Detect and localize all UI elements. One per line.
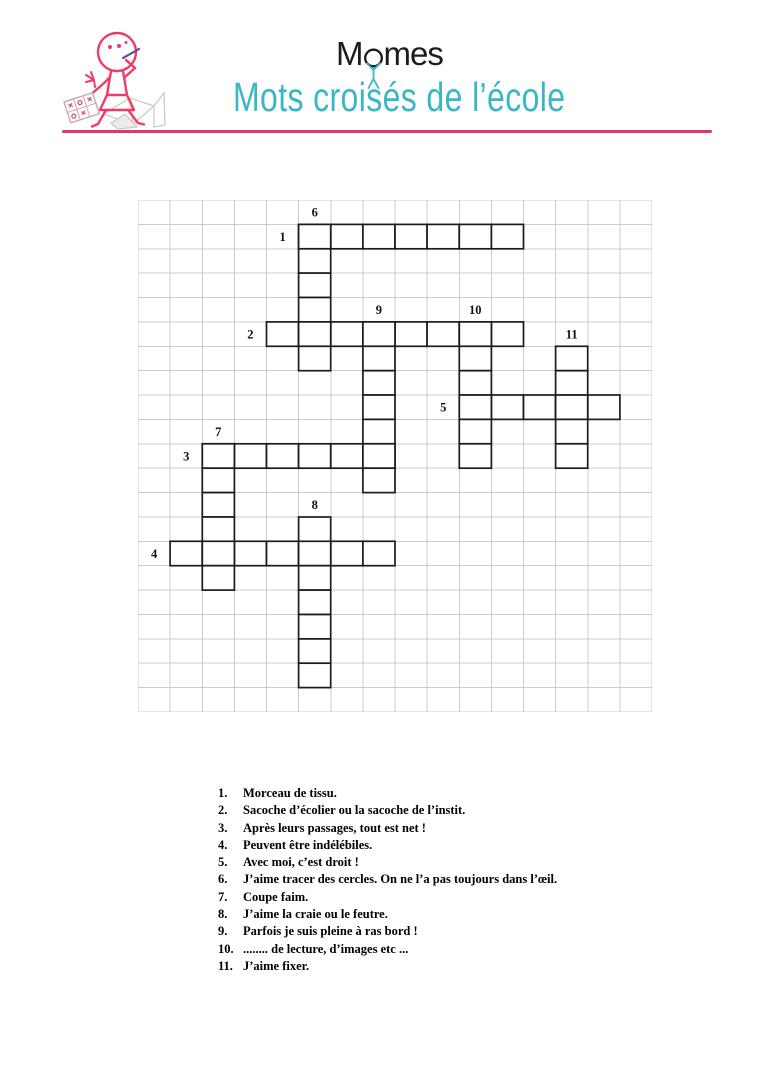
crossword-cell: [556, 419, 588, 443]
clue-number: 5.: [218, 855, 228, 870]
crossword-cell: [202, 566, 234, 590]
word-number-label: 5: [440, 400, 447, 415]
crossword-cell: [363, 224, 395, 248]
crossword-cell: [299, 322, 331, 346]
crossword-cell: [459, 371, 491, 395]
crossword-cell: [331, 541, 363, 565]
crossword-cell: [299, 346, 331, 370]
girl-skirt: [100, 95, 134, 110]
crossword-cell: [427, 224, 459, 248]
clue-item: [218, 854, 557, 871]
crossword-cell: [234, 444, 266, 468]
clue-item: [218, 941, 557, 958]
logo-text-m: M: [336, 35, 363, 72]
word-number-label: 1: [279, 229, 286, 244]
crossword-cell: [299, 298, 331, 322]
word-number-label: 3: [183, 449, 190, 464]
crossword-cell: [556, 346, 588, 370]
clue-item: [218, 889, 557, 906]
crossword-cell: [524, 395, 556, 419]
crossword-cell: [459, 346, 491, 370]
crossword-cell: [556, 395, 588, 419]
crossword-cell: [202, 493, 234, 517]
crossword-cell: [299, 541, 331, 565]
word-number-label: 2: [247, 327, 254, 342]
clue-item: [218, 958, 557, 975]
clue-number: 4.: [218, 837, 228, 852]
crossword-cell: [299, 249, 331, 273]
crossword-cell: [363, 444, 395, 468]
crossword-cell: [331, 322, 363, 346]
clue-text: Avec moi, c’est droit !: [243, 855, 359, 870]
clue-text: Coupe faim.: [243, 889, 309, 904]
clue-item: [218, 802, 557, 819]
crossword-cell: [299, 517, 331, 541]
clue-text: Peuvent être indélébiles.: [243, 837, 373, 852]
clue-number: 11.: [218, 958, 233, 973]
clue-list: [218, 785, 557, 975]
crossword-cell: [491, 322, 523, 346]
crossword-cell: [363, 322, 395, 346]
word-number-label: 7: [215, 424, 222, 439]
clue-item: [218, 785, 557, 802]
crossword-cell: [588, 395, 620, 419]
momes-logo: [336, 34, 443, 74]
crossword-cell: [556, 444, 588, 468]
crossword-cell: [234, 541, 266, 565]
clue-number: 8.: [218, 907, 228, 922]
crossword-cell: [299, 590, 331, 614]
page-title: Mots croisés de l’école: [233, 74, 566, 120]
crossword-cell: [299, 273, 331, 297]
clue-text: J’aime la craie ou le feutre.: [243, 907, 388, 922]
crossword-cell: [299, 615, 331, 639]
clue-item: [218, 820, 557, 837]
schoolgirl-illustration: [56, 30, 166, 130]
clue-number: 9.: [218, 924, 228, 939]
clue-text: Après leurs passages, tout est net !: [243, 820, 426, 835]
clue-item: [218, 906, 557, 923]
crossword-cell: [556, 371, 588, 395]
crossword-cell: [395, 322, 427, 346]
clue-text: ........ de lecture, d’images etc ...: [243, 941, 409, 956]
crossword-cell: [202, 517, 234, 541]
crossword-cell: [363, 541, 395, 565]
crossword-cell: [363, 468, 395, 492]
clue-item: [218, 871, 557, 888]
answer-card: [64, 93, 99, 123]
crossword-cell: [363, 395, 395, 419]
crossword-cell: [459, 224, 491, 248]
clue-text: J’aime fixer.: [243, 958, 310, 973]
crossword-cell: [299, 639, 331, 663]
word-number-label: 9: [375, 303, 383, 317]
clue-number: 1.: [218, 786, 228, 800]
logo-text-mes: mes: [383, 35, 443, 72]
crossword-cell: [459, 419, 491, 443]
crossword-cell: [459, 322, 491, 346]
crossword-cell: [363, 371, 395, 395]
crossword-cell: [299, 444, 331, 468]
clue-number: 2.: [218, 803, 228, 818]
crossword-cell: [363, 419, 395, 443]
crossword-cell: [267, 322, 299, 346]
crossword-cell: [363, 346, 395, 370]
word-number-label: 4: [150, 546, 158, 561]
clue-text: Morceau de tissu.: [243, 786, 337, 800]
clue-text: Sacoche d’écolier ou la sacoche de l’instit.: [243, 803, 466, 818]
word-number-label: 8: [311, 498, 318, 513]
crossword-cell: [299, 566, 331, 590]
crossword-cell: [331, 444, 363, 468]
crossword-cell: [299, 224, 331, 248]
crossword-cell: [395, 224, 427, 248]
word-number-label: 10: [469, 303, 482, 317]
crossword-grid: [138, 200, 652, 712]
header-divider: [62, 130, 712, 133]
crossword-cell: [267, 541, 299, 565]
crossword-cell: [331, 224, 363, 248]
crossword-cell: [459, 395, 491, 419]
crossword-cell: [202, 468, 234, 492]
crossword-cell: [427, 322, 459, 346]
word-number-label: 11: [565, 327, 578, 342]
crossword-cell: [459, 444, 491, 468]
girl-body: [107, 71, 127, 95]
pigtail: [86, 72, 95, 87]
clue-item: [218, 923, 557, 940]
crossword-cell: [170, 541, 202, 565]
crossword-cell: [202, 541, 234, 565]
clue-item: [218, 837, 557, 854]
clue-number: 6.: [218, 872, 228, 887]
word-number-label: 6: [311, 205, 318, 220]
crossword-cell: [491, 224, 523, 248]
clue-text: J’aime tracer des cercles. On ne l’a pas toujours dans l’œil.: [243, 872, 558, 887]
clue-number: 10.: [218, 941, 234, 956]
crossword-cell: [267, 444, 299, 468]
crossword-grid-svg: [138, 200, 652, 712]
crossword-cell: [202, 444, 234, 468]
clue-number: 3.: [218, 820, 228, 835]
clue-number: 7.: [218, 889, 228, 904]
crossword-cell: [491, 395, 523, 419]
clue-text: Parfois je suis pleine à ras bord !: [243, 924, 418, 939]
crossword-cell: [299, 663, 331, 687]
